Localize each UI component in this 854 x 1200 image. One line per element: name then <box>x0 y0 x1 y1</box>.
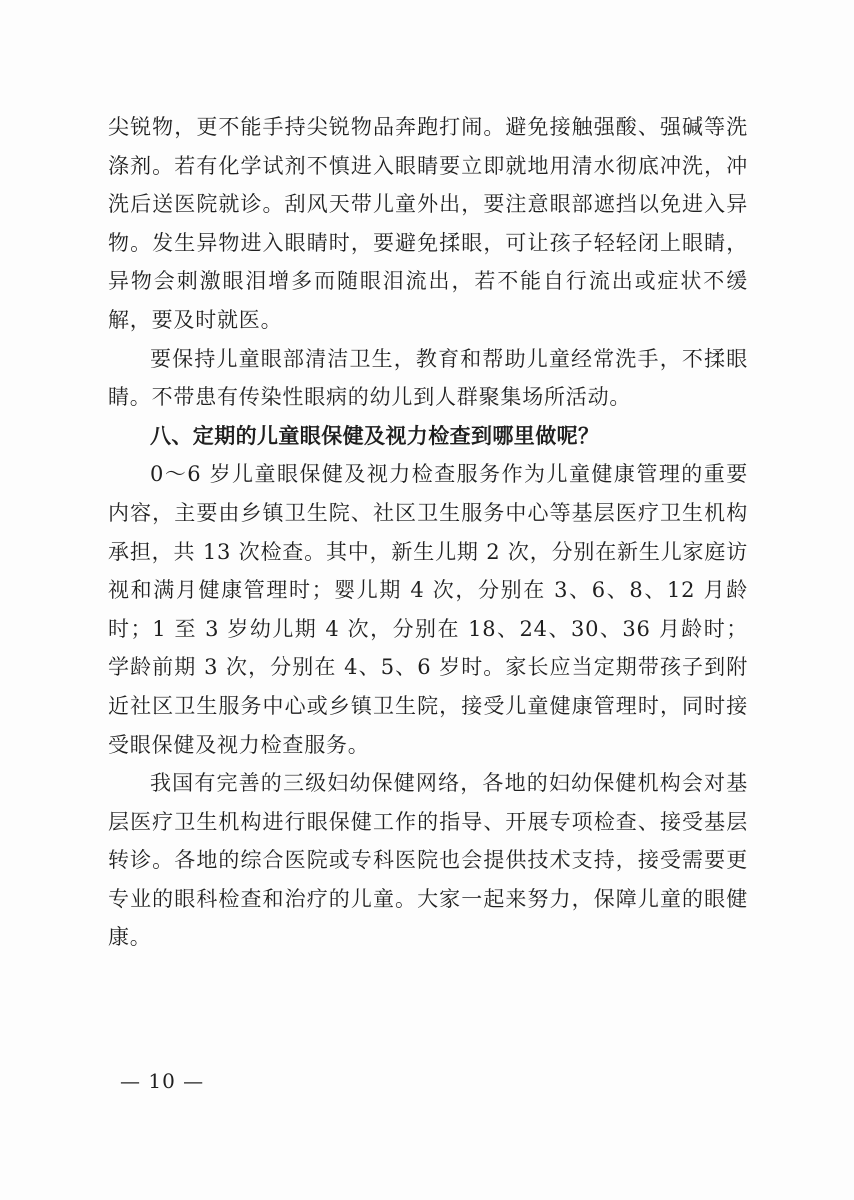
paragraph-maternal-child-network: 我国有完善的三级妇幼保健网络，各地的妇幼保健机构会对基层医疗卫生机构进行眼保健工作的指导、开展专项检查、接受基层转诊。各地的综合医院或专科医院也会提供技术支持，接受需要更专业的眼科检查和治疗的儿童。大家一起来努力，保障儿童的眼健康。 <box>108 771 748 950</box>
document-body <box>108 108 748 957</box>
section-heading-eight: 八、定期的儿童眼保健及视力检查到哪里做呢？ <box>150 423 600 448</box>
paragraph-eye-hygiene: 要保持儿童眼部清洁卫生，教育和帮助儿童经常洗手，不揉眼睛。不带患有传染性眼病的幼儿到人群聚集场所活动。 <box>108 346 748 410</box>
paragraph-foreign-object-safety: 尖锐物，更不能手持尖锐物品奔跑打闹。避免接触强酸、强碱等洗涤剂。若有化学试剂不慎进入眼睛要立即就地用清水彻底冲洗，冲洗后送医院就诊。刮风天带儿童外出，要注意眼部遮挡以免进入异物。发生异物进入眼睛时，要避免揉眼，可让孩子轻轻闭上眼睛，异物会刺激眼泪增多而随眼泪流出，若不能自行流出或症状不缓解，要及时就医。 <box>108 115 748 332</box>
page-number: — 10 — <box>120 1069 205 1093</box>
paragraph-checkup-schedule: 0～6 岁儿童眼保健及视力检查服务作为儿童健康管理的重要内容，主要由乡镇卫生院、社区卫生服务中心等基层医疗卫生机构承担，共 13 次检查。其中，新生儿期 2 次，分别在新生儿家庭访视和满月健康管理时；婴儿期 4 次，分别在 3、6、8、12 月龄时；1 至 3 岁幼儿期 4 次，分别在 18、24、30、36 月龄时；学龄前期 3 次，分别在 4、5、6 岁时。家长应当定期带孩子到附近社区卫生服务中心或乡镇卫生院，接受儿童健康管理时，同时接受眼保健及视力检查服务。 <box>108 462 748 757</box>
